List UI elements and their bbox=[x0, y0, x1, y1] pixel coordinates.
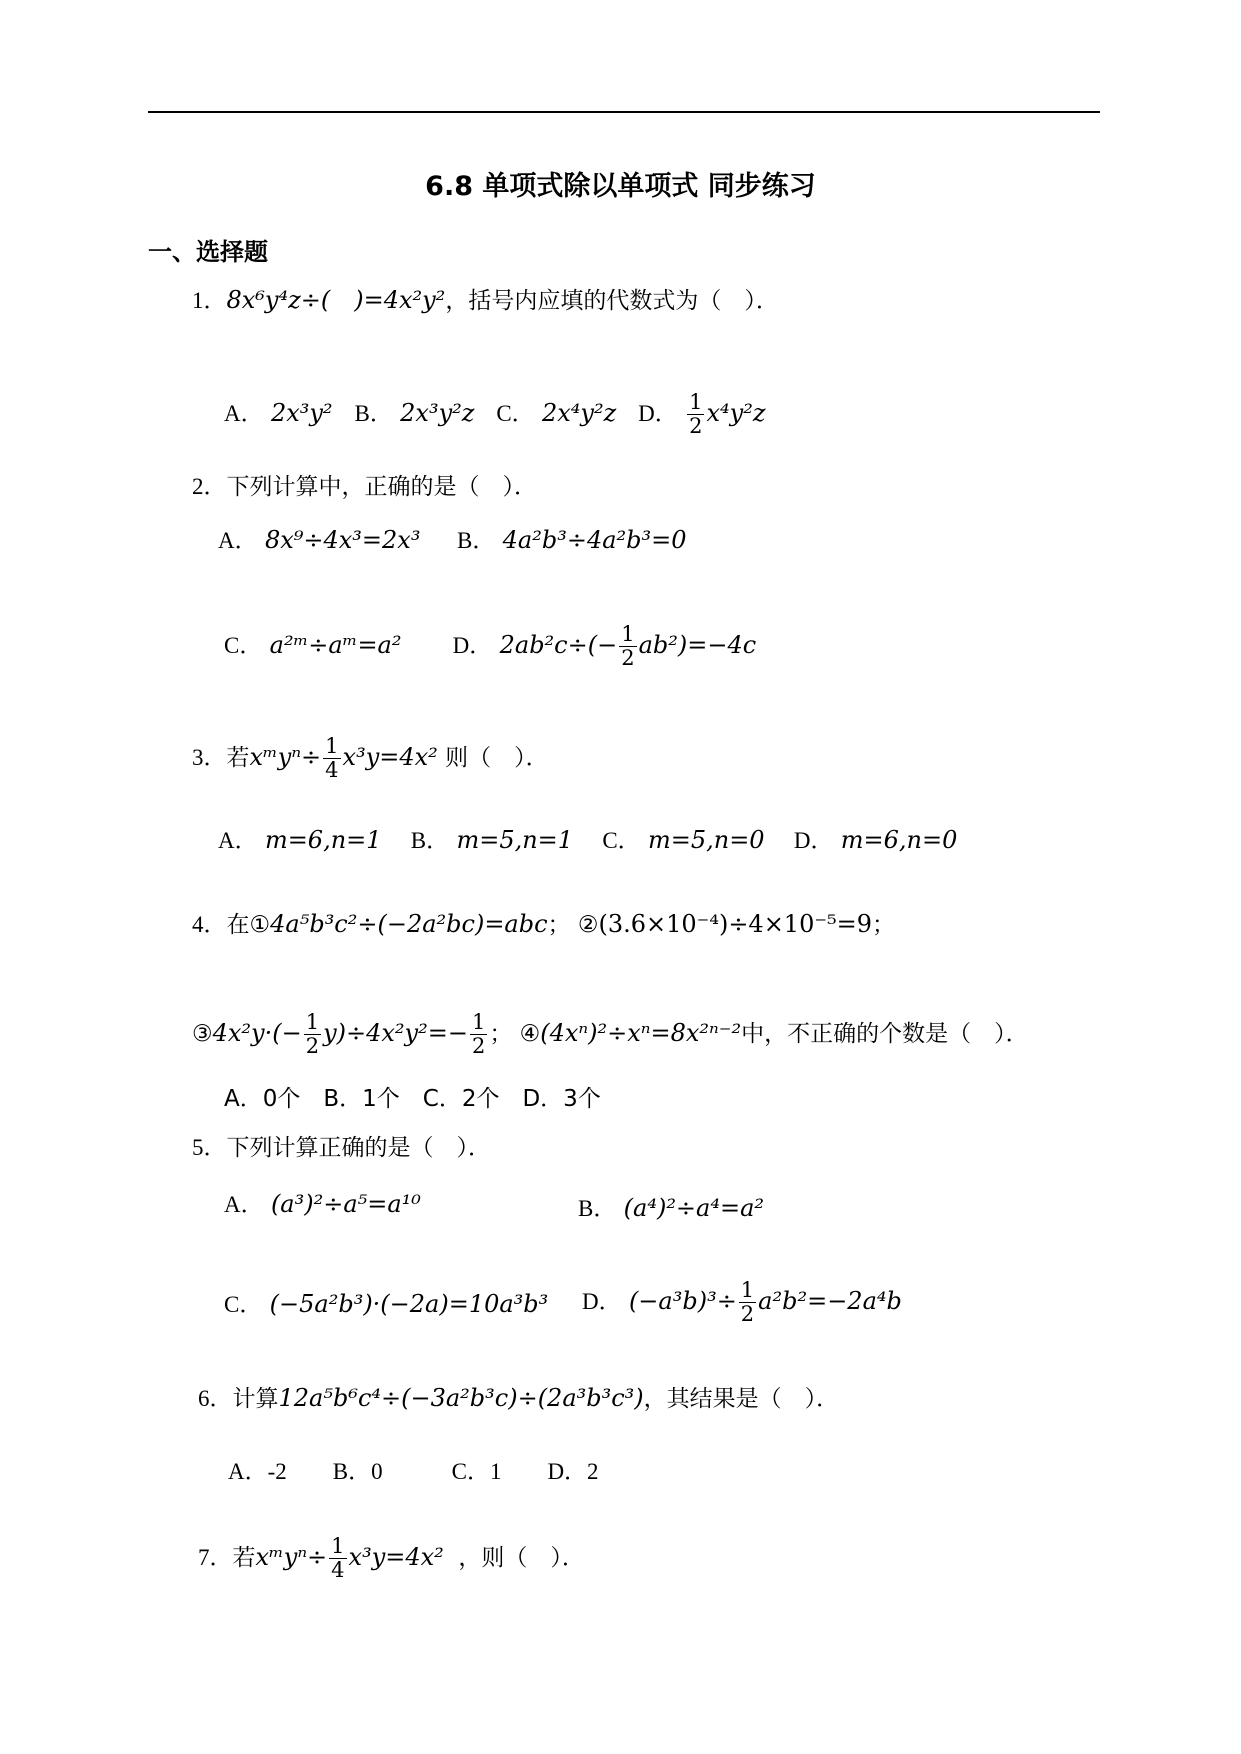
q4-statement-3-mid: y)÷4x²y²=− bbox=[323, 1019, 468, 1047]
q2-option-d-post: ab²)=−4c bbox=[638, 631, 757, 659]
q5-option-d-fraction: $\frac{1}{2}$ bbox=[740, 1278, 755, 1326]
question-5-options-ab: A． (a³)²÷a⁵=a¹⁰ bbox=[224, 1190, 421, 1218]
q3-expression-post: x³y=4x² bbox=[342, 743, 438, 771]
question-7-stem: 7．若xᵐyⁿ÷ $\frac{1}{4}$ x³y=4x² ，则（ ）． bbox=[198, 1534, 585, 1582]
question-5-option-b-line: B． (a⁴)²÷a⁴=a² bbox=[578, 1194, 765, 1222]
q7-expression-pre: xᵐyⁿ÷ bbox=[255, 1543, 328, 1571]
q6-expression: 12a⁵b⁶c⁴÷(−3a²b³c)÷(2a³b³c³) bbox=[278, 1384, 644, 1412]
q5-option-d-pre: (−a³b)³÷ bbox=[628, 1287, 737, 1315]
q5-option-b: (a⁴)²÷a⁴=a² bbox=[623, 1194, 765, 1222]
question-6-stem: 6．计算12a⁵b⁶c⁴÷(−3a²b³c)÷(2a³b³c³)，其结果是（ ）． bbox=[198, 1384, 840, 1412]
q5-option-d-post: a²b²=−2a⁴b bbox=[758, 1287, 902, 1315]
q2-option-d-fraction: $\frac{1}{2}$ bbox=[621, 622, 635, 670]
q3-option-c: m=5,n=0 bbox=[647, 826, 765, 854]
question-5-stem: 5．下列计算正确的是（ ）． bbox=[192, 1135, 491, 1161]
question-2-options-ab: A． 8x⁹÷4x³=2x³ B． 4a²b³÷4a²b³=0 bbox=[218, 526, 687, 554]
question-3-stem: 3．若xᵐyⁿ÷ $\frac{1}{4}$ x³y=4x² 则（ ）． bbox=[192, 734, 549, 782]
q2-option-a: 8x⁹÷4x³=2x³ bbox=[264, 526, 421, 554]
q7-fraction: $\frac{1}{4}$ bbox=[331, 1534, 345, 1582]
question-2-options-cd: C． a²ᵐ÷aᵐ=a² D． 2ab²c÷(− $\frac{1}{2}$ ab²)=−4c bbox=[224, 622, 757, 670]
q1-option-b: 2x³y²z bbox=[400, 399, 475, 427]
q3-option-d: m=6,n=0 bbox=[840, 826, 958, 854]
question-3-options: A． m=6,n=1 B． m=5,n=1 C． m=5,n=0 D． m=6,n=0 bbox=[218, 826, 958, 854]
q1-option-c: 2x⁴y²z bbox=[541, 399, 617, 427]
question-6-options: A．-2 B．0 C．1 D．2 bbox=[228, 1459, 599, 1484]
page-title: 6.8 单项式除以单项式 同步练习 bbox=[425, 171, 816, 202]
question-1-stem: 1．8x⁶y⁴z÷( )=4x²y²，括号内应填的代数式为（ ）． bbox=[192, 286, 779, 314]
q1-option-d: x⁴y²z bbox=[706, 399, 766, 427]
section-heading: 一、选择题 bbox=[148, 238, 268, 266]
q4-statement-3-pre: 4x²y·(− bbox=[212, 1019, 302, 1047]
question-5-option-c-line: C． (−5a²b³)·(−2a)=10a³b³ bbox=[224, 1290, 549, 1318]
q3-fraction: $\frac{1}{4}$ bbox=[325, 734, 339, 782]
q2-option-b: 4a²b³÷4a²b³=0 bbox=[502, 526, 687, 554]
q4-statement-4: (4xⁿ)²÷xⁿ=8x²ⁿ⁻² bbox=[540, 1019, 742, 1047]
q3-option-a: m=6,n=1 bbox=[264, 826, 382, 854]
header-rule bbox=[148, 111, 1100, 113]
question-5-option-d-line: D． (−a³b)³÷ $\frac{1}{2}$ a²b²=−2a⁴b bbox=[582, 1278, 902, 1326]
q1-option-a: 2x³y² bbox=[270, 399, 333, 427]
q5-option-c: (−5a²b³)·(−2a)=10a³b³ bbox=[269, 1290, 549, 1318]
question-4-line-2: ③4x²y·(− $\frac{1}{2}$ y)÷4x²y²=− $\frac{1}{2}$ ； ④(4xⁿ)²÷xⁿ=8x²ⁿ⁻²中，不正确的个数是（ ）． bbox=[192, 1010, 1029, 1058]
q4-statement-1: 4a⁵b³c²÷(−2a²bc)=abc bbox=[270, 910, 548, 938]
question-4-options: A．0个 B．1个 C．2个 D．3个 bbox=[224, 1086, 601, 1112]
q4-statement-3-fraction-2: $\frac{1}{2}$ bbox=[471, 1010, 486, 1058]
q2-option-c: a²ᵐ÷aᵐ=a² bbox=[269, 631, 402, 659]
q1-expression: 8x⁶y⁴z÷( )=4x²y² bbox=[226, 286, 446, 314]
q3-expression-pre: xᵐyⁿ÷ bbox=[249, 743, 322, 771]
q7-expression-post: x³y=4x² bbox=[348, 1543, 444, 1571]
q5-option-a: (a³)²÷a⁵=a¹⁰ bbox=[270, 1190, 421, 1218]
q3-option-b: m=5,n=1 bbox=[456, 826, 574, 854]
q4-statement-3-fraction-1: $\frac{1}{2}$ bbox=[305, 1010, 320, 1058]
q4-statement-2: (3.6×10⁻⁴)÷4×10⁻⁵=9 bbox=[598, 910, 873, 938]
question-2-stem: 2．下列计算中，正确的是（ ）． bbox=[192, 474, 537, 500]
q1-option-d-fraction: $\frac{1}{2}$ bbox=[689, 390, 703, 438]
q2-option-d-pre: 2ab²c÷(− bbox=[499, 631, 618, 659]
question-1-options: A． 2x³y² B． 2x³y²z C． 2x⁴y²z D． $\frac{1}{2}$ x⁴y²z bbox=[224, 390, 766, 438]
question-4-line-1: 4．在①4a⁵b³c²÷(−2a²bc)=abc； ②(3.6×10⁻⁴)÷4×10⁻⁵=9； bbox=[192, 910, 896, 938]
